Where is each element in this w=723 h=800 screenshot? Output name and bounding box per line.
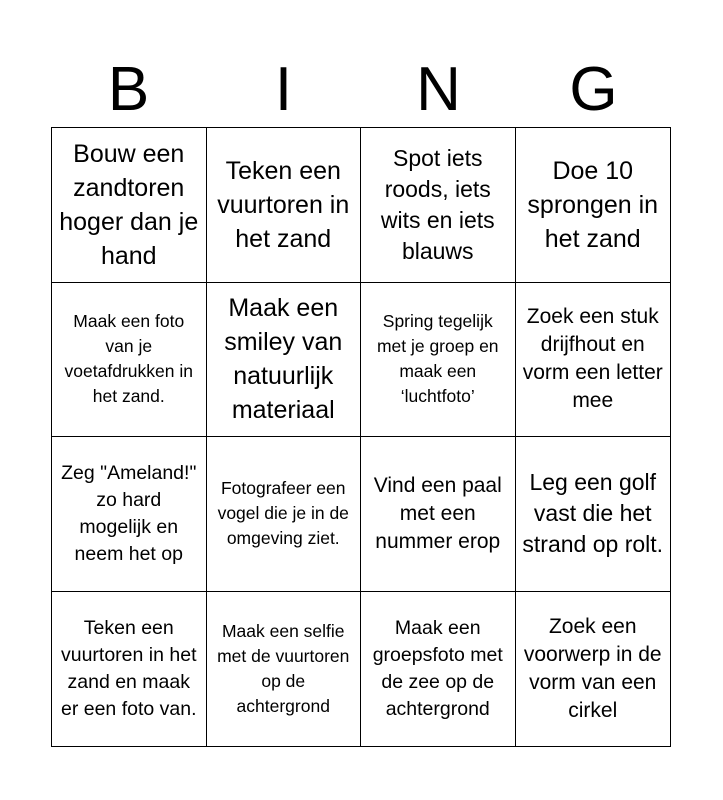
bingo-cell-text: Zoek een voorwerp in de vorm van een cirkel: [523, 614, 662, 722]
bingo-cell-11[interactable]: [361, 437, 516, 592]
header-letter-g: G: [569, 55, 618, 124]
bingo-cell-4[interactable]: [516, 128, 671, 283]
bingo-cell-text: Bouw een zandtoren hoger dan je hand: [59, 139, 199, 270]
bingo-cell-text: Fotografeer een vogel die je in de omgeving ziet.: [217, 478, 349, 549]
bingo-cell-text: Zoek een stuk drijfhout en vorm een letter mee: [522, 305, 663, 413]
bingo-cell-16[interactable]: [516, 592, 671, 747]
header-letter-n: N: [416, 55, 461, 124]
bingo-header: [51, 52, 671, 128]
bingo-cell-2[interactable]: [207, 128, 362, 283]
bingo-cell-13[interactable]: [52, 592, 207, 747]
bingo-cell-10[interactable]: [207, 437, 362, 592]
bingo-cell-15[interactable]: [361, 592, 516, 747]
bingo-cell-3[interactable]: [361, 128, 516, 283]
bingo-cell-14[interactable]: [207, 592, 362, 747]
header-letter-b: B: [107, 55, 150, 124]
bingo-cell-text: Zeg "Ameland!" zo hard mogelijk en neem het op: [61, 461, 197, 565]
bingo-cell-text: Teken een vuurtoren in het zand: [217, 156, 350, 253]
header-letter-i: I: [274, 55, 293, 124]
bingo-cell-text: Teken een vuurtoren in het zand en maak er een foto van.: [60, 616, 197, 720]
bingo-cell-text: Maak een smiley van natuurlijk materiaal: [224, 294, 343, 425]
bingo-cell-text: Maak een foto van je voetafdrukken in het zand.: [64, 311, 193, 407]
bingo-cell-text: Maak een groepsfoto met de zee op de achtergrond: [372, 616, 503, 720]
bingo-cell-text: Doe 10 sprongen in het zand: [527, 156, 659, 253]
bingo-cell-text: Spring tegelijk met je groep en maak een ‘luchtfoto’: [376, 311, 499, 407]
bingo-cell-9[interactable]: [52, 437, 207, 592]
bingo-cell-12[interactable]: [516, 437, 671, 592]
bingo-cell-text: Spot iets roods, iets wits en iets blauws: [380, 144, 495, 264]
bingo-cell-1[interactable]: [52, 128, 207, 283]
bingo-cell-8[interactable]: [516, 283, 671, 438]
bingo-cell-text: Leg een golf vast die het strand op rolt.: [522, 469, 664, 558]
bingo-cell-5[interactable]: [52, 283, 207, 438]
bingo-cell-6[interactable]: [207, 283, 362, 438]
bingo-cell-7[interactable]: [361, 283, 516, 438]
bingo-cell-text: Vind een paal met een nummer erop: [373, 473, 502, 553]
bingo-cell-text: Maak een selfie met de vuurtoren op de achtergrond: [217, 620, 350, 716]
bingo-board: [51, 127, 671, 747]
